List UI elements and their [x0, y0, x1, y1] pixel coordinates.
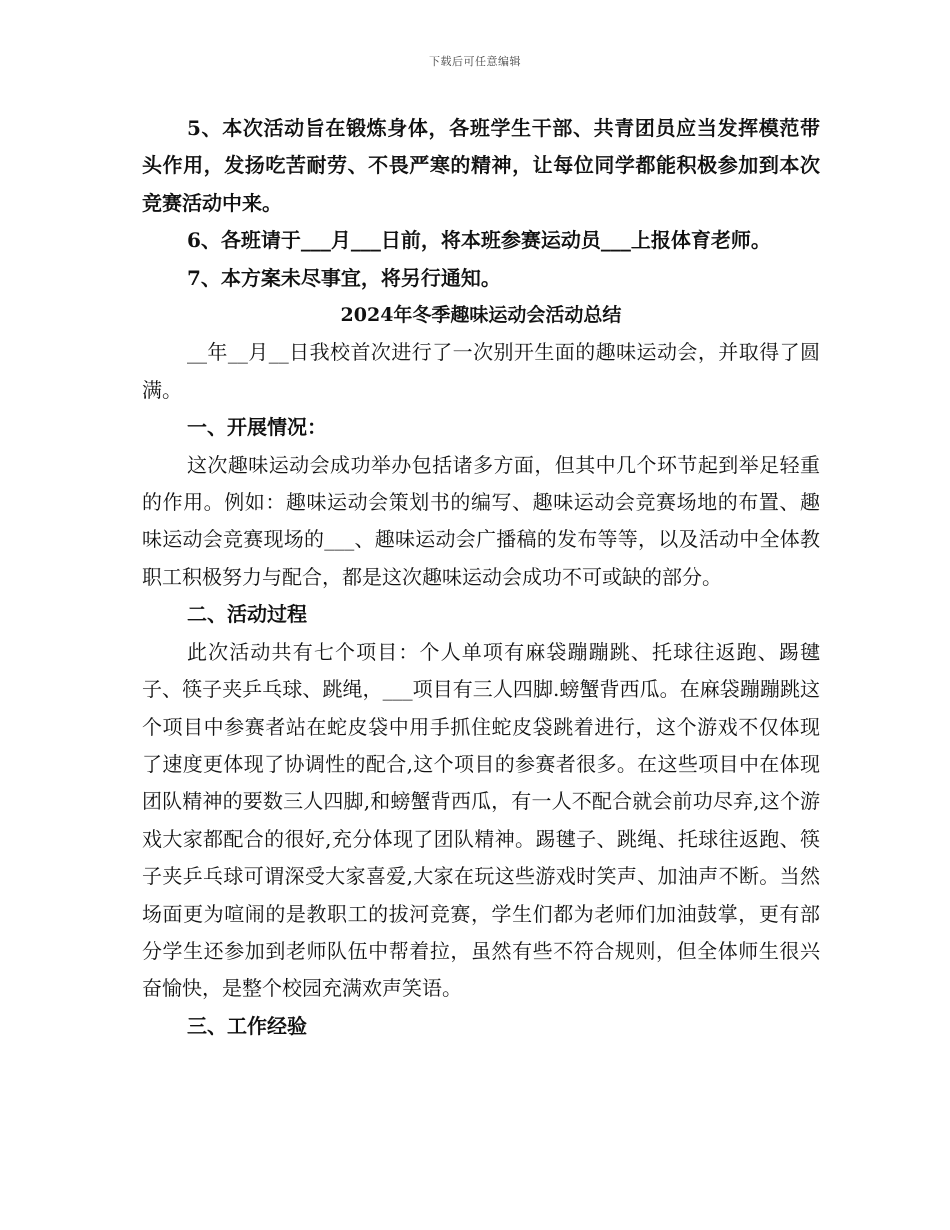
document-body	[142, 110, 820, 1045]
page-header-note: 下载后可任意编辑	[429, 55, 521, 68]
list-item-6: 6、各班请于___月___日前，将本班参赛运动员___上报体育老师。	[187, 228, 771, 253]
section-heading-3: 三、工作经验	[187, 1013, 307, 1038]
document-title: 2024年冬季趣味运动会活动总结	[340, 304, 622, 327]
section-body-1: 这次趣味运动会成功举办包括诸多方面，但其中几个环节起到举足轻重的作用。例如：趣味运动会策划书的编写、趣味运动会竞赛场地的布置、趣味运动会竞赛现场的___、趣味运动会广播稿的发布等等，以及活动中全体教职工积极努力与配合，都是这次趣味运动会成功不可或缺的部分。	[142, 452, 820, 589]
intro-paragraph: __年__月__日我校首次进行了一次别开生面的趣味运动会，并取得了圆满。	[142, 340, 820, 402]
list-item-5: 5、本次活动旨在锻炼身体，各班学生干部、共青团员应当发挥模范带头作用，发扬吃苦耐劳、不畏严寒的精神，让每位同学都能积极参加到本次竞赛活动中来。	[142, 116, 820, 215]
section-heading-1: 一、开展情况：	[187, 415, 327, 440]
section-heading-2: 二、活动过程	[187, 602, 307, 627]
list-item-7: 7、本方案未尽事宜，将另行通知。	[187, 265, 501, 290]
section-body-2: 此次活动共有七个项目：个人单项有麻袋蹦蹦跳、托球往返跑、踢毽子、筷子夹乒乓球、跳绳，___项目有三人四脚.螃蟹背西瓜。在麻袋蹦蹦跳这个项目中参赛者站在蛇皮袋中用手抓住蛇皮袋跳着进行，这个游戏不仅体现了速度更体现了协调性的配合,这个项目的参赛者很多。在这些项目中在体现团队精神的要数三人四脚,和螃蟹背西瓜，有一人不配合就会前功尽弃,这个游戏大家都配合的很好,充分体现了团队精神。踢毽子、跳绳、托球往返跑、筷子夹乒乓球可谓深受大家喜爱,大家在玩这些游戏时笑声、加油声不断。当然场面更为喧闹的是教职工的拔河竞赛，学生们都为老师们加油鼓掌，更有部分学生还参加到老师队伍中帮着拉，虽然有些不符合规则，但全体师生很兴奋愉快，是整个校园充满欢声笑语。	[142, 639, 820, 1001]
